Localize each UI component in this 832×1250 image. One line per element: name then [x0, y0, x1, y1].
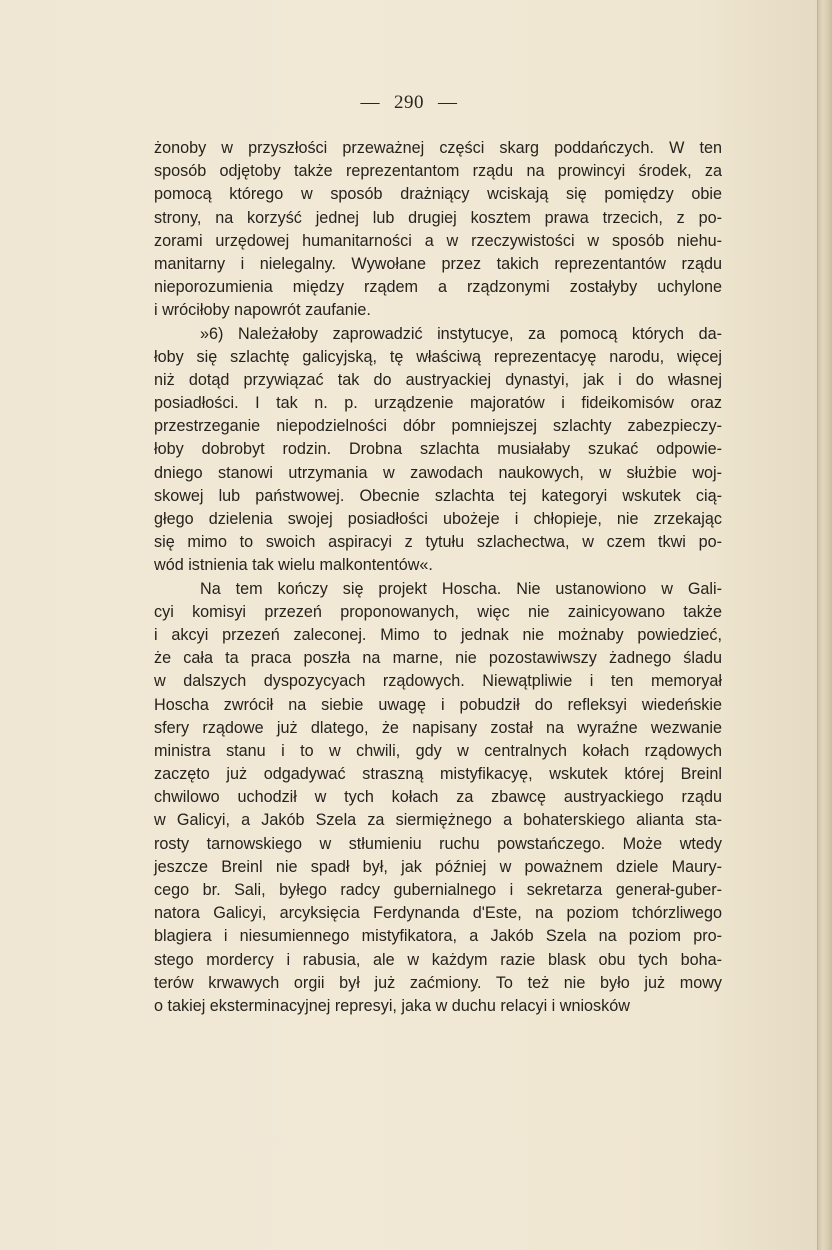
text-line: sfery rządowe już dlatego, że napisany został na wyraźne wezwanie [154, 718, 722, 737]
text-line: terów krwawych orgii był już zaćmiony. To też nie było już mowy [154, 973, 722, 992]
text-line: cyi komisyi przezeń proponowanych, więc nie zainicyowano także [154, 602, 722, 621]
text-line: ministra stanu i to w chwili, gdy w centralnych kołach rządowych [154, 741, 722, 760]
text-line: łoby dobrobyt rodzin. Drobna szlachta musiałaby szukać odpowie- [154, 440, 722, 459]
text-line: się mimo to swoich aspiracyi z tytułu szlachectwa, w czem tkwi po- [154, 533, 722, 552]
text-line: w dalszych dyspozycyach rządowych. Niewątpliwie i ten memoryał [154, 672, 722, 691]
text-line: wód istnienia tak wielu malkontentów«. [154, 556, 433, 575]
text-line: stego mordercy i rabusia, ale w każdym razie blask obu tych boha- [154, 950, 722, 969]
text-line: nieporozumienia między rządem a rządzonymi zostałyby uchylone [154, 278, 722, 297]
header-dash-right: — [438, 92, 458, 113]
text-line: głego dzielenia swojej posiadłości ubożeje i chłopieje, nie zrzekając [154, 510, 722, 528]
body-text [154, 137, 722, 1018]
text-line: o takiej eksterminacyjnej represyi, jaka w duchu relacyi i wniosków [154, 996, 630, 1015]
text-line: pomocą którego w sposób drażniący wciskają się pomiędzy obie [154, 185, 722, 204]
header-dash-left: — [360, 92, 380, 113]
text-line: jeszcze Breinl nie spadł był, jak później w poważnem dziele Maury- [154, 857, 722, 876]
text-line: niż dotąd przywiązać tak do austryackiej dynastyi, jak i do własnej [154, 370, 722, 389]
text-line: blagiera i niesumiennego mistyfikatora, a Jakób Szela na poziom pro- [154, 927, 722, 946]
text-line: sposób odjętoby także reprezentantom rządu na prowincyi środek, za [154, 162, 722, 181]
text-line: żonoby w przyszłości przeważnej części skarg poddańczych. W ten [154, 139, 722, 157]
text-line: chwilowo uchodził w tych kołach za zbawcę austryackiego rządu [154, 788, 722, 807]
text-line: posiadłości. I tak n. p. urządzenie majoratów i fideikomisów oraz [154, 394, 722, 413]
text-line: zorami urzędowej humanitarności a w rzeczywistości w sposób niehu- [154, 231, 722, 250]
page-header [0, 92, 818, 114]
text-line: rosty tarnowskiego w stłumieniu ruchu powstańczego. Może wtedy [154, 834, 722, 853]
text-line: zaczęto już odgadywać straszną mistyfikacyę, wskutek której Breinl [154, 765, 722, 784]
text-line: i wróciłoby napowrót zaufanie. [154, 301, 371, 320]
text-line: Na tem kończy się projekt Hoscha. Nie ustanowiono w Gali- [200, 579, 722, 598]
text-line: manitarny i nielegalny. Wywołane przez takich reprezentantów rządu [154, 254, 722, 273]
text-line: Hoscha zwrócił na siebie uwagę i pobudził do refleksyi wiedeńskie [154, 695, 722, 714]
text-line: cego br. Sali, byłego radcy gubernialnego i sekretarza generał-guber- [154, 881, 722, 899]
text-line: i akcyi przezeń zaleconej. Mimo to jednak nie możnaby powiedzieć, [154, 625, 722, 644]
text-line: przestrzeganie niepodzielności dóbr pomniejszej szlachty zabezpieczy- [154, 417, 722, 436]
text-line: skowej lub państwowej. Obecnie szlachta tej kategoryi wskutek cią- [154, 486, 722, 505]
text-line: w Galicyi, a Jakób Szela za siermiężnego a bohaterskiego alianta sta- [154, 811, 722, 830]
text-line: strony, na korzyść jednej lub drugiej kosztem prawa trzecich, z po- [154, 208, 722, 227]
text-line: natora Galicyi, arcyksięcia Ferdynanda d'Este, na poziom tchórzliwego [154, 904, 722, 923]
text-line: łoby się szlachtę galicyjską, tę właściwą reprezentacyę narodu, więcej [154, 347, 722, 366]
page-edge [817, 0, 832, 1250]
text-line: że cała ta praca poszła na marne, nie pozostawiwszy żadnego śladu [154, 649, 722, 668]
text-line: dniego stanowi utrzymania w zawodach naukowych, w służbie woj- [154, 463, 722, 482]
page-number: 290 [394, 92, 424, 113]
text-line: »6) Należałoby zaprowadzić instytucye, za pomocą których da- [200, 324, 722, 343]
